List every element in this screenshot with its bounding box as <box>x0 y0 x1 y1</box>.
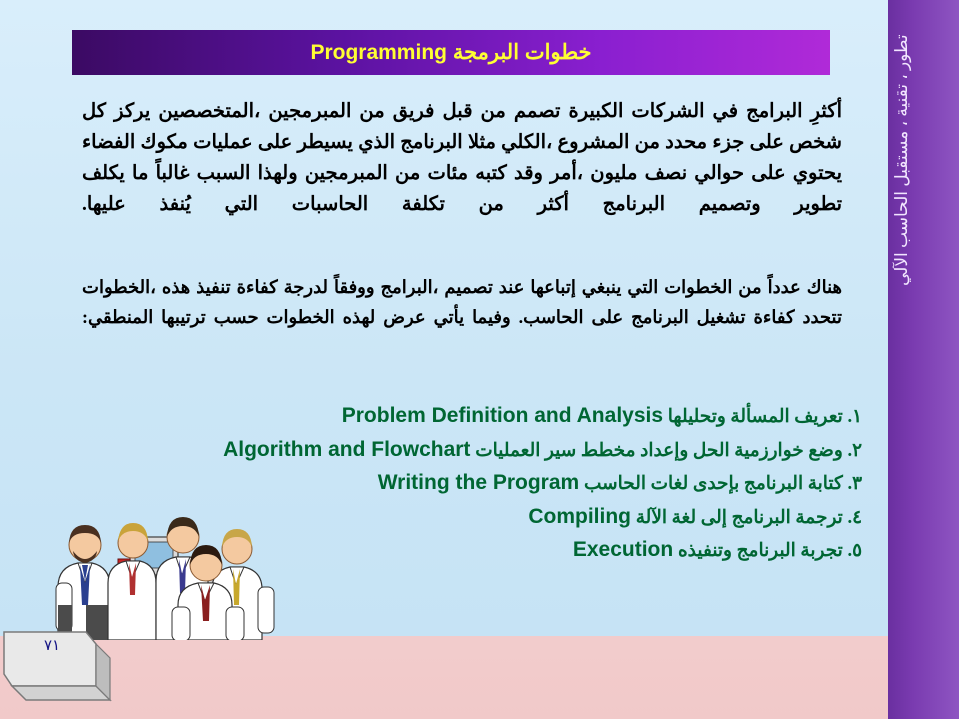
step-2-english: Algorithm and Flowchart <box>223 437 471 461</box>
business-people-computer-illustration <box>30 455 290 640</box>
paragraph-steps-lead: هناك عدداً من الخطوات التي ينبغي إتباعها عند تصميم ،البرامج ووفقاً لدرجة كفاءة تنفيذ هذه ،الخطوات تتحدد كفاءة تشغيل البرنامج على الحاسب. وفيما يأتي عرض لهذه الخطوات حسب ترتيبها المنطقي: <box>82 277 842 327</box>
slide-title-bar <box>72 30 830 75</box>
step-1-english: Problem Definition and Analysis <box>341 404 664 427</box>
step-5-arabic: ٥. تجربة البرنامج وتنفيذه <box>677 541 862 561</box>
step-1-arabic: ١. تعريف المسألة وتحليلها <box>667 407 862 427</box>
page-number: ٧١ <box>43 637 61 654</box>
step-3-arabic: ٣. كتابة البرنامج بإحدى لغات الحاسب <box>583 474 862 494</box>
step-2-arabic: ٢. وضع خوارزمية الحل وإعداد مخطط سير العمليات <box>475 440 862 461</box>
page-title: خطوات البرمجة Programming <box>310 41 592 64</box>
paragraph-intro: أكثرِ البرامج في الشركات الكبيرة تصمم من قبل فريق من المبرمجين ،المتخصصين يركز كل شخص على جزء محدد من المشروع ،الكلي مثلا البرنامج الذي يسيطر على عمليات مكوك الفضاء يحتوي على حوالي نصف مليون ،أمر وقد كتبه مئات من المبرمجين ولهذا السبب غالباً ما يكلف تطوير وتصميم البرنامج أكثر من تكلفة الحاسبات التي يُنفذ عليها. <box>82 101 842 215</box>
side-band-label: تطور ، تقنية ، مستقبل الحاسب الآلي <box>892 34 911 286</box>
step-5-english: Execution <box>572 538 674 561</box>
side-decoration-band <box>888 0 959 719</box>
step-4-arabic: ٤. ترجمة البرنامج إلى لغة الآلة <box>635 507 862 528</box>
list-item <box>82 400 862 434</box>
step-4-english: Compiling <box>528 504 632 528</box>
step-3-english: Writing the Program <box>377 471 580 494</box>
